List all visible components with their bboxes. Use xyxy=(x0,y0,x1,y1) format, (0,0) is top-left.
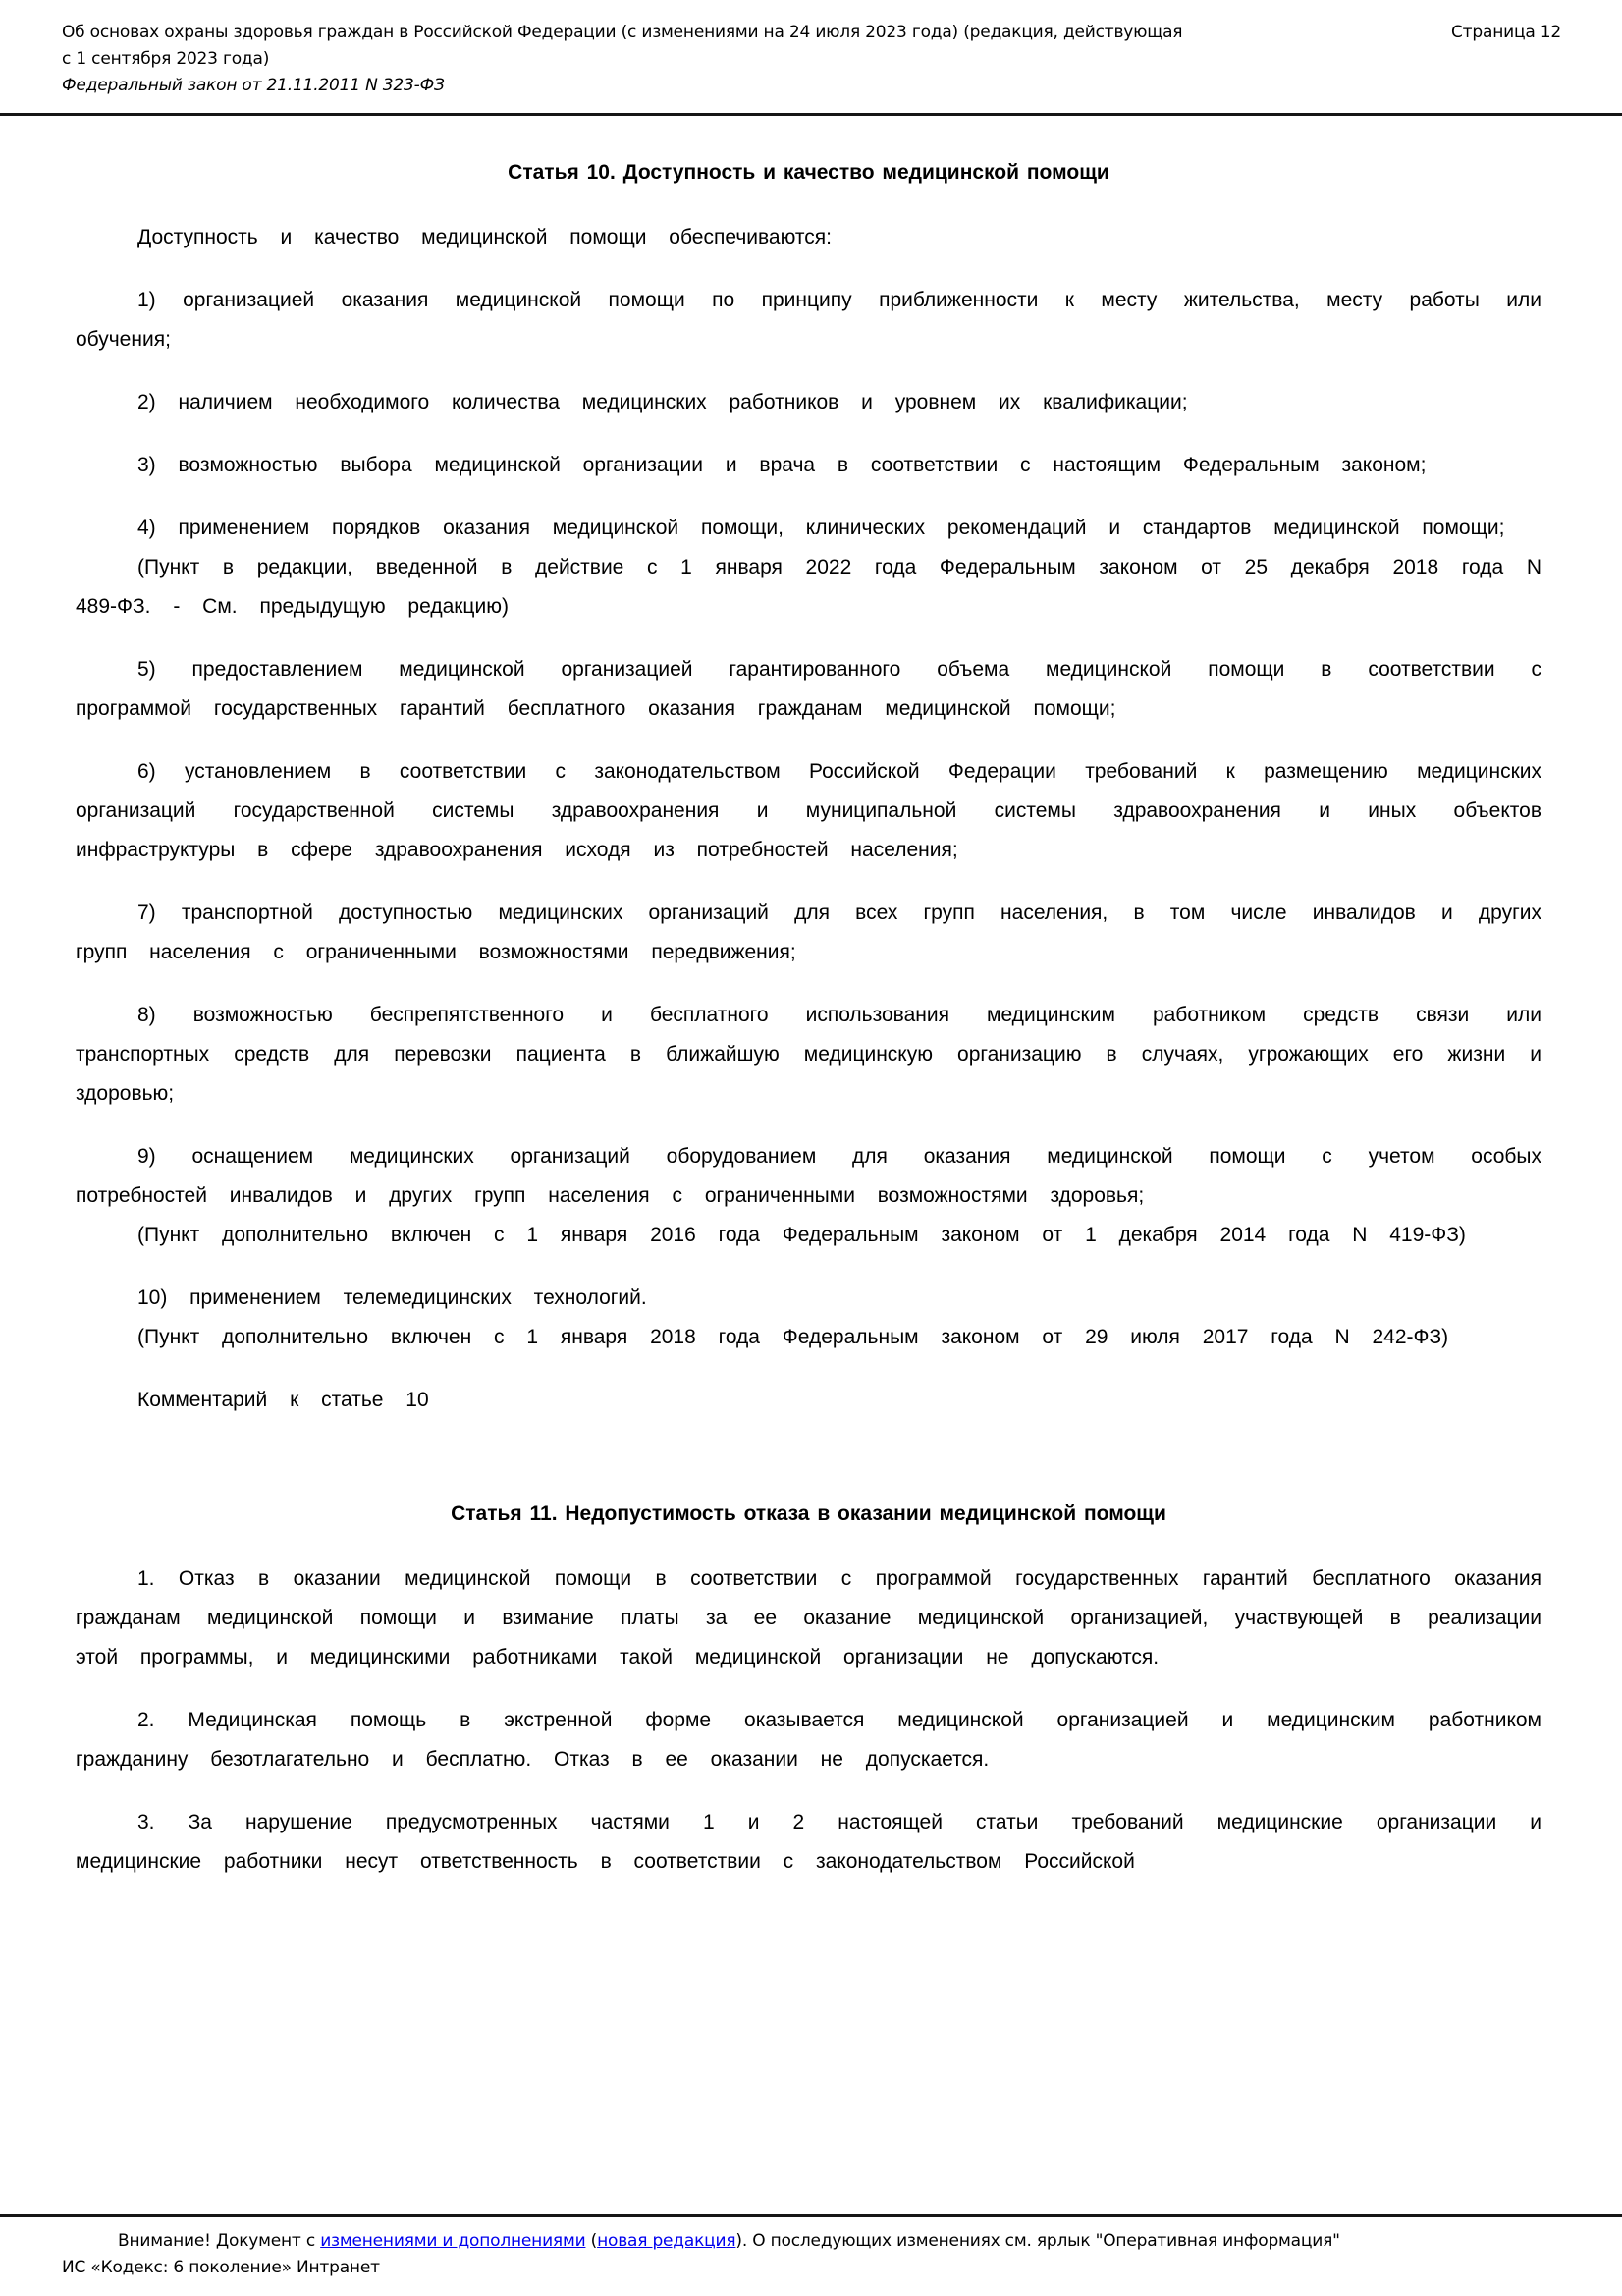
article-10-item-3: 3) возможностью выбора медицинской организации и врача в соответствии с настоящим Федеральным законом; xyxy=(137,454,1427,476)
article-10-item-4-note: (Пункт в редакции, введенной в действие с 1 января 2022 года Федеральным законом от 25 декабря 2018 года N 489-ФЗ. - См. предыдущую редакцию) xyxy=(76,556,1541,618)
document-subtitle: Федеральный закон от 21.11.2011 N 323-ФЗ xyxy=(62,76,445,95)
footer-notice-prefix: Внимание! Документ с xyxy=(118,2231,321,2251)
article-10-item-9-note: (Пункт дополнительно включен с 1 января 2016 года Федеральным законом от 1 декабря 2014 года N 419-ФЗ) xyxy=(137,1224,1466,1246)
article-10-item-4: 4) применением порядков оказания медицинской помощи, клинических рекомендаций и стандартов медицинской помощи; xyxy=(137,517,1505,539)
new-edition-link[interactable]: новая редакция xyxy=(597,2231,736,2251)
document-body xyxy=(0,116,1622,1882)
page-header xyxy=(0,0,1622,99)
article-10-title: Статья 10. Доступность и качество медицинской помощи xyxy=(508,161,1109,184)
footer-notice-suffix: ). О последующих изменениях см. ярлык "Оперативная информация" xyxy=(735,2231,1340,2251)
page-footer xyxy=(0,2214,1622,2296)
article-11-paragraph-2: 2. Медицинская помощь в экстренной форме оказывается медицинской организацией и медицинским работником гражданину безотлагательно и бесплатно. Отказ в ее оказании не допускается. xyxy=(76,1709,1541,1771)
footer-notice xyxy=(62,2228,1561,2255)
footer-notice-mid: ( xyxy=(585,2231,598,2251)
article-10-item-8: 8) возможностью беспрепятственного и бесплатного использования медицинским работником средств связи или транспортных средств для перевозки пациента в ближайшую медицинскую организацию в случаях, угрожающих его жизни и здоровью; xyxy=(76,1004,1541,1105)
article-10-item-10-note: (Пункт дополнительно включен с 1 января 2018 года Федеральным законом от 29 июля 2017 года N 242-ФЗ) xyxy=(137,1326,1449,1348)
article-10-item-2: 2) наличием необходимого количества медицинских работников и уровнем их квалификации; xyxy=(137,391,1188,413)
article-10-item-1: 1) организацией оказания медицинской помощи по принципу приближенности к месту жительства, месту работы или обучения; xyxy=(76,289,1541,351)
article-10-item-9: 9) оснащением медицинских организаций оборудованием для оказания медицинской помощи с учетом особых потребностей инвалидов и других групп населения с ограниченными возможностями здоровья; xyxy=(76,1145,1541,1207)
amendments-link[interactable]: изменениями и дополнениями xyxy=(320,2231,586,2251)
document-title-line2: с 1 сентября 2023 года) xyxy=(62,49,270,69)
article-11-paragraph-1: 1. Отказ в оказании медицинской помощи в соответствии с программой государственных гарантий бесплатного оказания гражданам медицинской помощи и взимание платы за ее оказание медицинской организацией, участвующей в реализации этой программы, и медицинскими работниками такой медицинской организации не допускаются. xyxy=(76,1567,1541,1668)
article-10-comment: Комментарий к статье 10 xyxy=(137,1389,429,1411)
article-11-title: Статья 11. Недопустимость отказа в оказании медицинской помощи xyxy=(451,1503,1166,1525)
footer-source: ИС «Кодекс: 6 поколение» Интранет xyxy=(62,2258,380,2277)
document-title-line1: Об основах охраны здоровья граждан в Российской Федерации (с изменениями на 24 июля 2023 года) (редакция, действующая xyxy=(62,23,1183,42)
article-10-intro: Доступность и качество медицинской помощи обеспечиваются: xyxy=(137,226,832,248)
article-10-item-10: 10) применением телемедицинских технологий. xyxy=(137,1286,647,1309)
article-11-paragraph-3: 3. За нарушение предусмотренных частями 1 и 2 настоящей статьи требований медицинские организации и медицинские работники несут ответственность в соответствии с законодательством Российской xyxy=(76,1811,1541,1873)
article-10-item-7: 7) транспортной доступностью медицинских организаций для всех групп населения, в том числе инвалидов и других групп населения с ограниченными возможностями передвижения; xyxy=(76,902,1541,963)
article-10-item-5: 5) предоставлением медицинской организацией гарантированного объема медицинской помощи в соответствии с программой государственных гарантий бесплатного оказания гражданам медицинской помощи; xyxy=(76,658,1541,720)
article-10-item-6: 6) установлением в соответствии с законодательством Российской Федерации требований к размещению медицинских организаций государственной системы здравоохранения и муниципальной системы здравоохранения и иных объектов инфраструктуры в сфере здравоохранения исходя из потребностей населения; xyxy=(76,760,1541,861)
document-title xyxy=(62,20,1368,99)
page-number: Страница 12 xyxy=(1451,23,1561,42)
